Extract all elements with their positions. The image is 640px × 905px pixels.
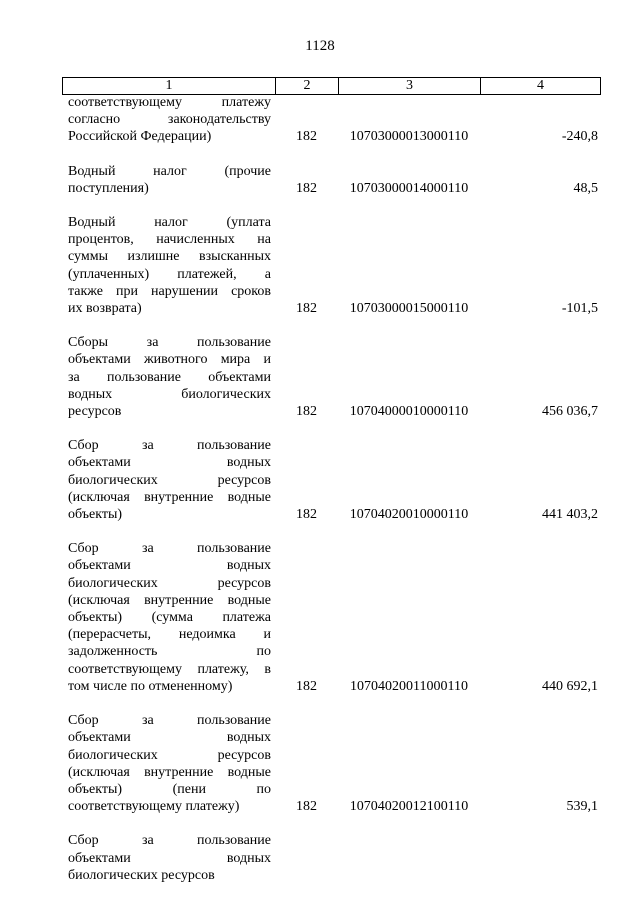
row-admin-code: 182 xyxy=(296,180,317,196)
description-line: Водный налог (уплата xyxy=(68,215,271,231)
table-header xyxy=(62,77,601,95)
description-line: за пользование объектами xyxy=(68,369,271,385)
row-budget-code: 10704020010000110 xyxy=(349,507,469,523)
row-description xyxy=(62,214,275,317)
description-line: объектами водных xyxy=(68,455,271,471)
description-line: объектами водных xyxy=(68,730,271,746)
table-row xyxy=(62,437,600,523)
description-line: задолженность по xyxy=(68,644,271,660)
row-amount: 456 036,7 xyxy=(542,404,598,420)
description-line: Сбор за пользование xyxy=(68,713,271,729)
row-spacer xyxy=(62,317,600,334)
description-line: согласно законодательству xyxy=(68,112,271,128)
description-line: том числе по отмененному) xyxy=(68,678,233,694)
row-description xyxy=(62,540,275,695)
table-row xyxy=(62,540,600,695)
page-number: 1128 xyxy=(305,38,335,54)
description-line: также при нарушении сроков xyxy=(68,283,271,299)
description-line: ресурсов xyxy=(68,404,122,420)
description-line: Сбор за пользование xyxy=(68,438,271,454)
description-line: объектами животного мира и xyxy=(68,352,271,368)
budget-table xyxy=(62,94,600,884)
row-admin-code xyxy=(275,832,338,884)
description-line: процентов, начисленных на xyxy=(68,232,271,248)
description-line: объекты) (сумма платежа xyxy=(68,610,271,626)
row-description xyxy=(62,437,275,523)
row-description xyxy=(62,163,275,197)
row-spacer xyxy=(62,695,600,712)
description-line: Водный налог (прочие xyxy=(68,163,271,179)
row-admin-code: 182 xyxy=(296,301,317,317)
row-admin-code: 182 xyxy=(296,404,317,420)
description-line: объектами водных xyxy=(68,558,271,574)
description-line: объектами водных xyxy=(68,850,271,866)
description-line: (перерасчеты, недоимка и xyxy=(68,627,271,643)
description-line: соответствующему платежу) xyxy=(68,799,240,815)
description-line: объекты) xyxy=(68,507,123,523)
description-line: водных биологических xyxy=(68,386,271,402)
description-line: суммы излишне взысканных xyxy=(68,249,271,265)
description-line: Сбор за пользование xyxy=(68,833,271,849)
row-description xyxy=(62,94,275,146)
description-line: биологических ресурсов xyxy=(68,575,271,591)
table-row xyxy=(62,214,600,317)
row-budget-code: 10704000010000110 xyxy=(349,404,469,420)
description-line: соответствующему платежу, в xyxy=(68,661,271,677)
description-line: биологических ресурсов xyxy=(68,472,271,488)
description-line: Сборы за пользование xyxy=(68,335,271,351)
row-spacer xyxy=(62,523,600,540)
description-line: их возврата) xyxy=(68,301,142,317)
row-budget-code: 10703000013000110 xyxy=(349,129,469,145)
row-amount xyxy=(480,832,600,884)
description-line: объекты) (пени по xyxy=(68,781,271,797)
row-admin-code: 182 xyxy=(296,129,317,145)
row-budget-code xyxy=(338,832,480,884)
row-description xyxy=(62,832,275,884)
row-spacer xyxy=(62,146,600,163)
description-line: (исключая внутренние водные xyxy=(68,592,271,608)
description-line: Сбор за пользование xyxy=(68,541,271,557)
description-line: соответствующему платежу xyxy=(68,95,271,110)
row-amount: 48,5 xyxy=(573,180,598,196)
table-row xyxy=(62,334,600,420)
row-budget-code: 10703000014000110 xyxy=(349,180,469,196)
row-budget-code: 10704020011000110 xyxy=(350,678,468,694)
table-row xyxy=(62,832,600,884)
row-amount: -240,8 xyxy=(561,129,598,145)
description-line: поступления) xyxy=(68,180,149,196)
table-row xyxy=(62,94,600,146)
header-col-2: 2 xyxy=(276,78,339,95)
description-line: (исключая внутренние водные xyxy=(68,489,271,505)
header-col-1: 1 xyxy=(63,78,276,95)
description-line: (уплаченных) платежей, а xyxy=(68,266,271,282)
row-description xyxy=(62,712,275,815)
row-amount: 441 403,2 xyxy=(542,507,598,523)
row-spacer xyxy=(62,420,600,437)
description-line: (исключая внутренние водные xyxy=(68,764,271,780)
row-amount: 539,1 xyxy=(566,799,598,815)
description-line: Российской Федерации) xyxy=(68,129,212,145)
description-line: биологических ресурсов xyxy=(68,747,271,763)
table-row xyxy=(62,712,600,815)
row-admin-code: 182 xyxy=(296,678,317,694)
header-col-3: 3 xyxy=(339,78,481,95)
row-spacer xyxy=(62,815,600,832)
row-admin-code: 182 xyxy=(296,799,317,815)
row-description xyxy=(62,334,275,420)
row-budget-code: 10703000015000110 xyxy=(349,301,469,317)
header-col-4: 4 xyxy=(481,78,601,95)
row-admin-code: 182 xyxy=(296,507,317,523)
table-row xyxy=(62,163,600,197)
description-line: биологических ресурсов xyxy=(68,867,215,883)
row-budget-code: 10704020012100110 xyxy=(349,799,469,815)
row-amount: -101,5 xyxy=(561,301,598,317)
row-spacer xyxy=(62,197,600,214)
row-amount: 440 692,1 xyxy=(542,678,598,694)
